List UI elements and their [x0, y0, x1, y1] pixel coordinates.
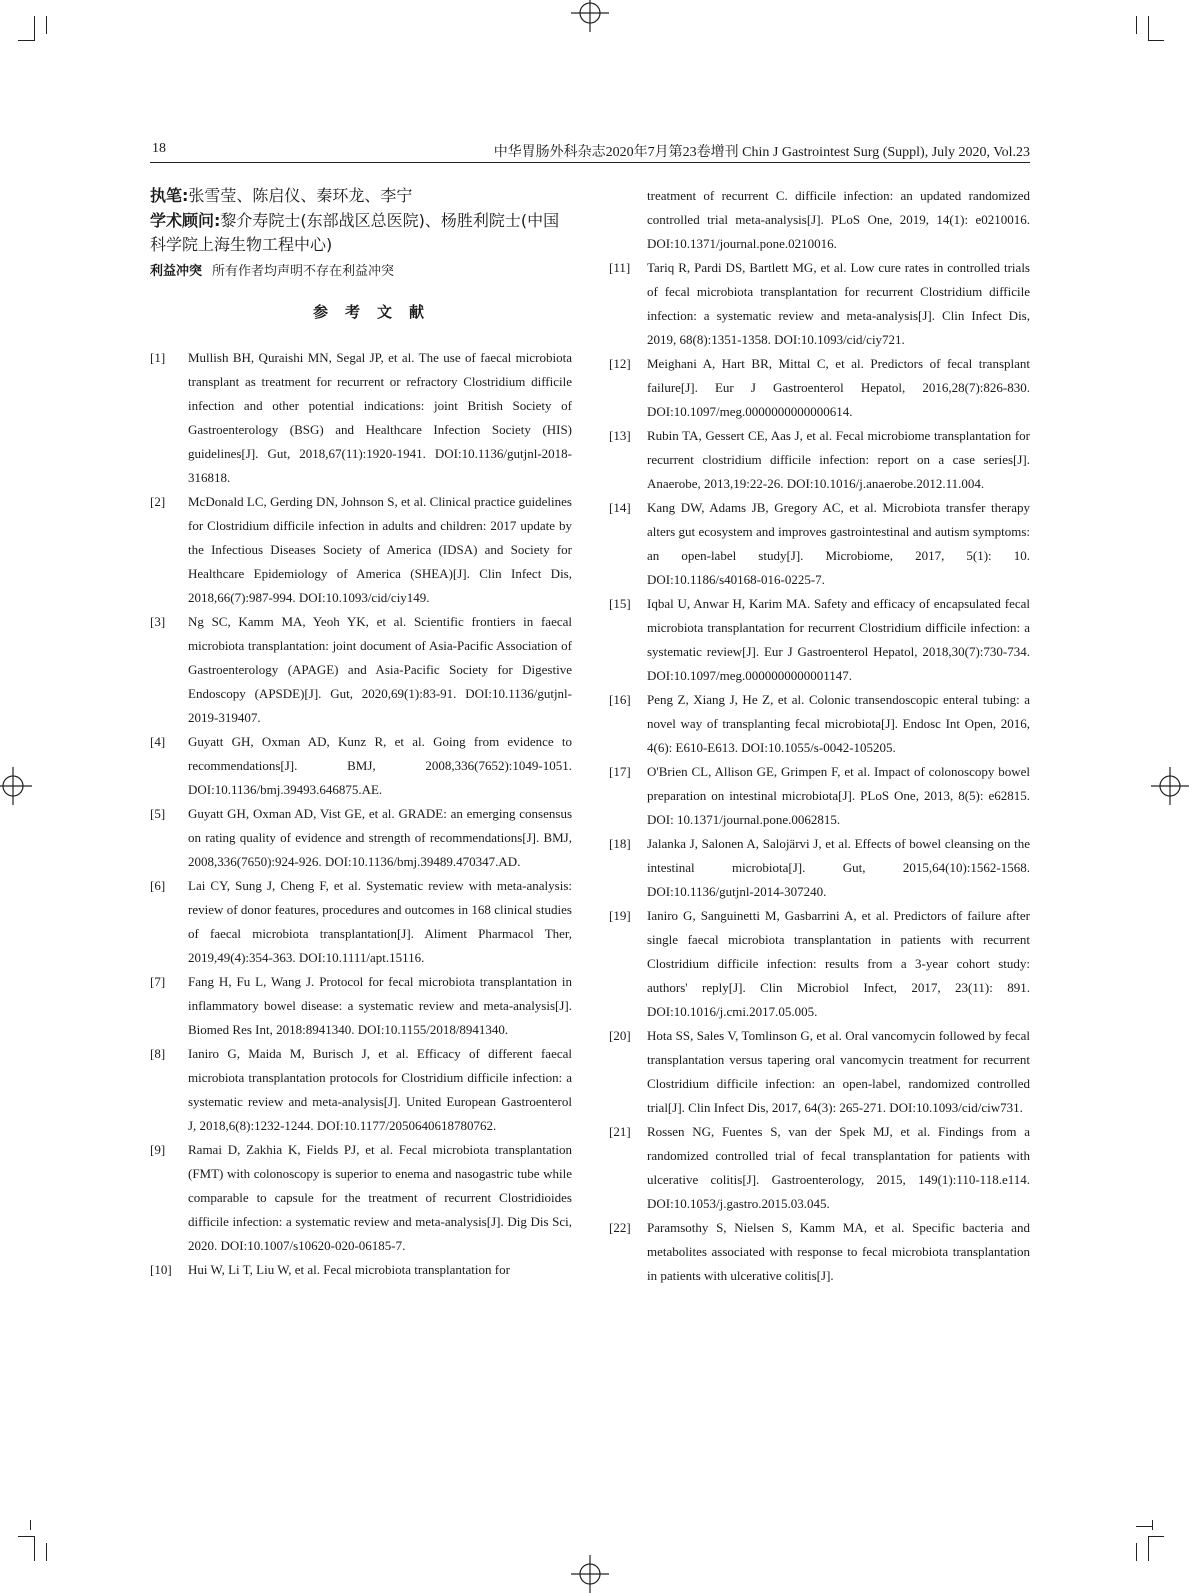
reference-number: [8]: [150, 1045, 166, 1061]
reference-number: [22]: [609, 1220, 631, 1235]
reference-text: Ng SC, Kamm MA, Yeoh YK, et al. Scientific frontiers in faecal microbiota transplantation: joint document of Asia-Pacific Association of Gastroenterology (APAGE) and Asia-Pacific Society for Digestive Endoscopy (APSDE)[J]. Gut, 2020,69(1):83-91. DOI:10.1136/gutjnl-2019-319407.: [188, 613, 572, 725]
reference-item: [150, 802, 572, 874]
reference-number: [2]: [150, 493, 166, 509]
authors-label: 执笔:: [150, 186, 189, 205]
references-heading: 参考文献: [312, 302, 441, 321]
advisors-line: [150, 209, 572, 258]
journal-citation: 中华胃肠外科杂志2020年7月第23卷增刊 Chin J Gastrointest Surg (Suppl), July 2020, Vol.23: [493, 145, 1030, 160]
reference-item: [609, 1024, 1030, 1120]
reference-item: [609, 352, 1030, 424]
reference-number: [5]: [150, 805, 166, 821]
reference-text: Jalanka J, Salonen A, Salojärvi J, et al. Effects of bowel cleansing on the intestinal microbiota[J]. Gut, 2015,64(10):1562-1568. DOI:10.1136/gutjnl-2014-307240.: [647, 836, 1030, 899]
reference-item: [150, 346, 572, 490]
reference-text: Guyatt GH, Oxman AD, Vist GE, et al. GRADE: an emerging consensus on rating quality of evidence and strength of recommendations[J]. BMJ, 2008,336(7650):924-926. DOI:10.1136/bmj.39489.470347.AD.: [188, 805, 572, 869]
reference-number: [11]: [609, 260, 631, 275]
reference-text: Kang DW, Adams JB, Gregory AC, et al. Microbiota transfer therapy alters gut ecosystem and improves gastrointestinal and autism symptoms: an open-label study[J]. Microbiome, 2017, 5(1): 10. DOI:10.1186/s40168-016-0225-7.: [647, 500, 1030, 587]
reference-number: [1]: [150, 349, 166, 365]
reference-number: [17]: [609, 764, 631, 779]
reference-number: [19]: [609, 908, 631, 923]
reference-number: [12]: [609, 356, 631, 371]
reference-item: [609, 904, 1030, 1024]
reference-number: [15]: [609, 596, 631, 611]
conflict-line: [150, 259, 572, 285]
reference-text: Guyatt GH, Oxman AD, Kunz R, et al. Going from evidence to recommendations[J]. BMJ, 2008,336(7652):1049-1051. DOI:10.1136/bmj.39493.646875.AE.: [188, 733, 572, 797]
running-header: [150, 138, 1030, 163]
reference-item: [609, 424, 1030, 496]
reference-text: Meighani A, Hart BR, Mittal C, et al. Predictors of fecal transplant failure[J]. Eur J Gastroenterol Hepatol, 2016,28(7):826-830. DOI:10.1097/meg.0000000000000614.: [647, 356, 1030, 419]
reference-item: [609, 832, 1030, 904]
reference-text: Hota SS, Sales V, Tomlinson G, et al. Oral vancomycin followed by fecal transplantation versus tapering oral vancomycin treatment for recurrent Clostridium difficile infection: an open-label, randomized controlled trial[J]. Clin Infect Dis, 2017, 64(3): 265-271. DOI:10.1093/cid/ciw731.: [647, 1028, 1030, 1115]
reference-text: Peng Z, Xiang J, He Z, et al. Colonic transendoscopic enteral tubing: a novel way of transplanting fecal microbiota[J]. Endosc Int Open, 2016, 4(6): E610-E613. DOI:10.1055/s-0042-105205.: [647, 692, 1030, 755]
advisors: 黎介寿院士(东部战区总医院)、杨胜利院士(中国科学院上海生物工程中心): [150, 210, 560, 254]
reference-item: [609, 688, 1030, 760]
reference-text: Fang H, Fu L, Wang J. Protocol for fecal microbiota transplantation in inflammatory bowel disease: a systematic review and meta-analysis[J]. Biomed Res Int, 2018:8941340. DOI:10.1155/2018/8941340.: [188, 973, 572, 1037]
reference-text: Ramai D, Zakhia K, Fields PJ, et al. Fecal microbiota transplantation (FMT) with colonoscopy is superior to enema and nasogastric tube while comparable to capsule for the treatment of recurrent Clostridioides difficile infection: a systematic review and meta-analysis[J]. Dig Dis Sci, 2020. DOI:10.1007/s10620-020-06185-7.: [188, 1141, 572, 1253]
reference-item: [150, 874, 572, 970]
reference-number: [13]: [609, 428, 631, 443]
reference-text: Paramsothy S, Nielsen S, Kamm MA, et al. Specific bacteria and metabolites associated with response to fecal microbiota transplantation in patients with ulcerative colitis[J].: [647, 1220, 1030, 1283]
reference-item: [150, 610, 572, 730]
reference-item: [609, 760, 1030, 832]
reference-item: [150, 730, 572, 802]
reference-text: Lai CY, Sung J, Cheng F, et al. Systematic review with meta-analysis: review of donor features, procedures and outcomes in 168 clinical studies of faecal microbiota transplantation[J]. Aliment Pharmacol Ther, 2019,49(4):354-363. DOI:10.1111/apt.15116.: [188, 877, 572, 965]
reference-text: Rossen NG, Fuentes S, van der Spek MJ, et al. Findings from a randomized controlled trial of fecal transplantation for patients with ulcerative colitis[J]. Gastroenterology, 2015, 149(1):110-118.e114. DOI:10.1053/j.gastro.2015.03.045.: [647, 1124, 1030, 1211]
registration-mark-icon: [571, 0, 609, 32]
reference-text: Ianiro G, Sanguinetti M, Gasbarrini A, et al. Predictors of failure after single faecal microbiota transplantation in patients with recurrent Clostridium difficile infection: results from a 3-year cohort study: authors' reply[J]. Clin Microbiol Infect, 2017, 23(11): 891. DOI:10.1016/j.cmi.2017.05.005.: [647, 908, 1030, 1019]
reference-text: Ianiro G, Maida M, Burisch J, et al. Efficacy of different faecal microbiota transplantation protocols for Clostridium difficile infection: a systematic review and meta-analysis[J]. United European Gastroenterol J, 2018,6(8):1232-1244. DOI:10.1177/2050640618780762.: [188, 1045, 572, 1133]
reference-number: [16]: [609, 692, 631, 707]
reference-text: O'Brien CL, Allison GE, Grimpen F, et al. Impact of colonoscopy bowel preparation on intestinal microbiota[J]. PLoS One, 2013, 8(5): e62815. DOI: 10.1371/journal.pone.0062815.: [647, 764, 1030, 827]
reference-text: Iqbal U, Anwar H, Karim MA. Safety and efficacy of encapsulated fecal microbiota transplantation for recurrent Clostridium difficile infection: a systematic review[J]. Eur J Gastroenterol Hepatol, 2018,30(7):730-734. DOI:10.1097/meg.0000000000001147.: [647, 596, 1030, 683]
reference-number: [18]: [609, 836, 631, 851]
reference-list-left: [150, 346, 572, 1282]
reference-continuation: treatment of recurrent C. difficile infection: an updated randomized controlled trial meta-analysis[J]. PLoS One, 2019, 14(1): e0210016. DOI:10.1371/journal.pone.0210016.: [647, 188, 1030, 251]
reference-list-right: [609, 256, 1030, 1288]
reference-number: [4]: [150, 733, 166, 749]
reference-text: Rubin TA, Gessert CE, Aas J, et al. Fecal microbiome transplantation for recurrent clostridium difficile infection: report on a case series[J]. Anaerobe, 2013,19:22-26. DOI:10.1016/j.anaerobe.2012.11.004.: [647, 428, 1030, 491]
reference-text: McDonald LC, Gerding DN, Johnson S, et al. Clinical practice guidelines for Clostridium difficile infection in adults and children: 2017 update by the Infectious Diseases Society of America (IDSA) and Society for Healthcare Epidemiology of America (SHEA)[J]. Clin Infect Dis, 2018,66(7):987-994. DOI:10.1093/cid/ciy149.: [188, 493, 572, 605]
reference-item: [609, 1120, 1030, 1216]
registration-mark-icon: [1151, 767, 1189, 805]
reference-item: [609, 256, 1030, 352]
reference-item: [150, 490, 572, 610]
reference-number: [7]: [150, 973, 166, 989]
registration-mark-icon: [571, 1555, 609, 1593]
reference-item: [609, 1216, 1030, 1288]
conflict-label: 利益冲突: [150, 263, 203, 279]
reference-item: [150, 1138, 572, 1258]
reference-item: [150, 970, 572, 1042]
right-column: [609, 184, 1030, 1288]
reference-number: [14]: [609, 500, 631, 515]
left-column: [150, 184, 572, 1282]
advisors-label: 学术顾问:: [150, 210, 221, 230]
registration-mark-icon: [0, 767, 32, 805]
reference-item: [609, 496, 1030, 592]
reference-item: [150, 1258, 572, 1282]
reference-number: [3]: [150, 613, 166, 629]
reference-text: Tariq R, Pardi DS, Bartlett MG, et al. Low cure rates in controlled trials of fecal microbiota transplantation for recurrent Clostridium difficile infection: a systematic review and meta-analysis[J]. Clin Infect Dis, 2019, 68(8):1351-1358. DOI:10.1093/cid/ciy721.: [647, 260, 1030, 347]
reference-number: [21]: [609, 1124, 631, 1139]
reference-item: [150, 1042, 572, 1138]
conflict-statement: 所有作者均声明不存在利益冲突: [212, 263, 395, 279]
reference-text: Mullish BH, Quraishi MN, Segal JP, et al. The use of faecal microbiota transplant as treatment for recurrent or refractory Clostridium difficile infection and other potential indications: joint British Society of Gastroenterology (BSG) and Healthcare Infection Society (HIS) guidelines[J]. Gut, 2018,67(11):1920-1941. DOI:10.1136/gutjnl-2018-316818.: [188, 349, 572, 485]
reference-text: Hui W, Li T, Liu W, et al. Fecal microbiota transplantation for: [188, 1261, 510, 1277]
reference-item: [609, 592, 1030, 688]
reference-number: [9]: [150, 1141, 166, 1157]
authors: 张雪莹、陈启仪、秦环龙、李宁: [188, 186, 413, 205]
reference-number: [6]: [150, 877, 166, 893]
reference-number: [10]: [150, 1261, 172, 1277]
reference-number: [20]: [609, 1028, 631, 1043]
page-number: 18: [152, 141, 166, 156]
authors-line: [150, 184, 572, 209]
